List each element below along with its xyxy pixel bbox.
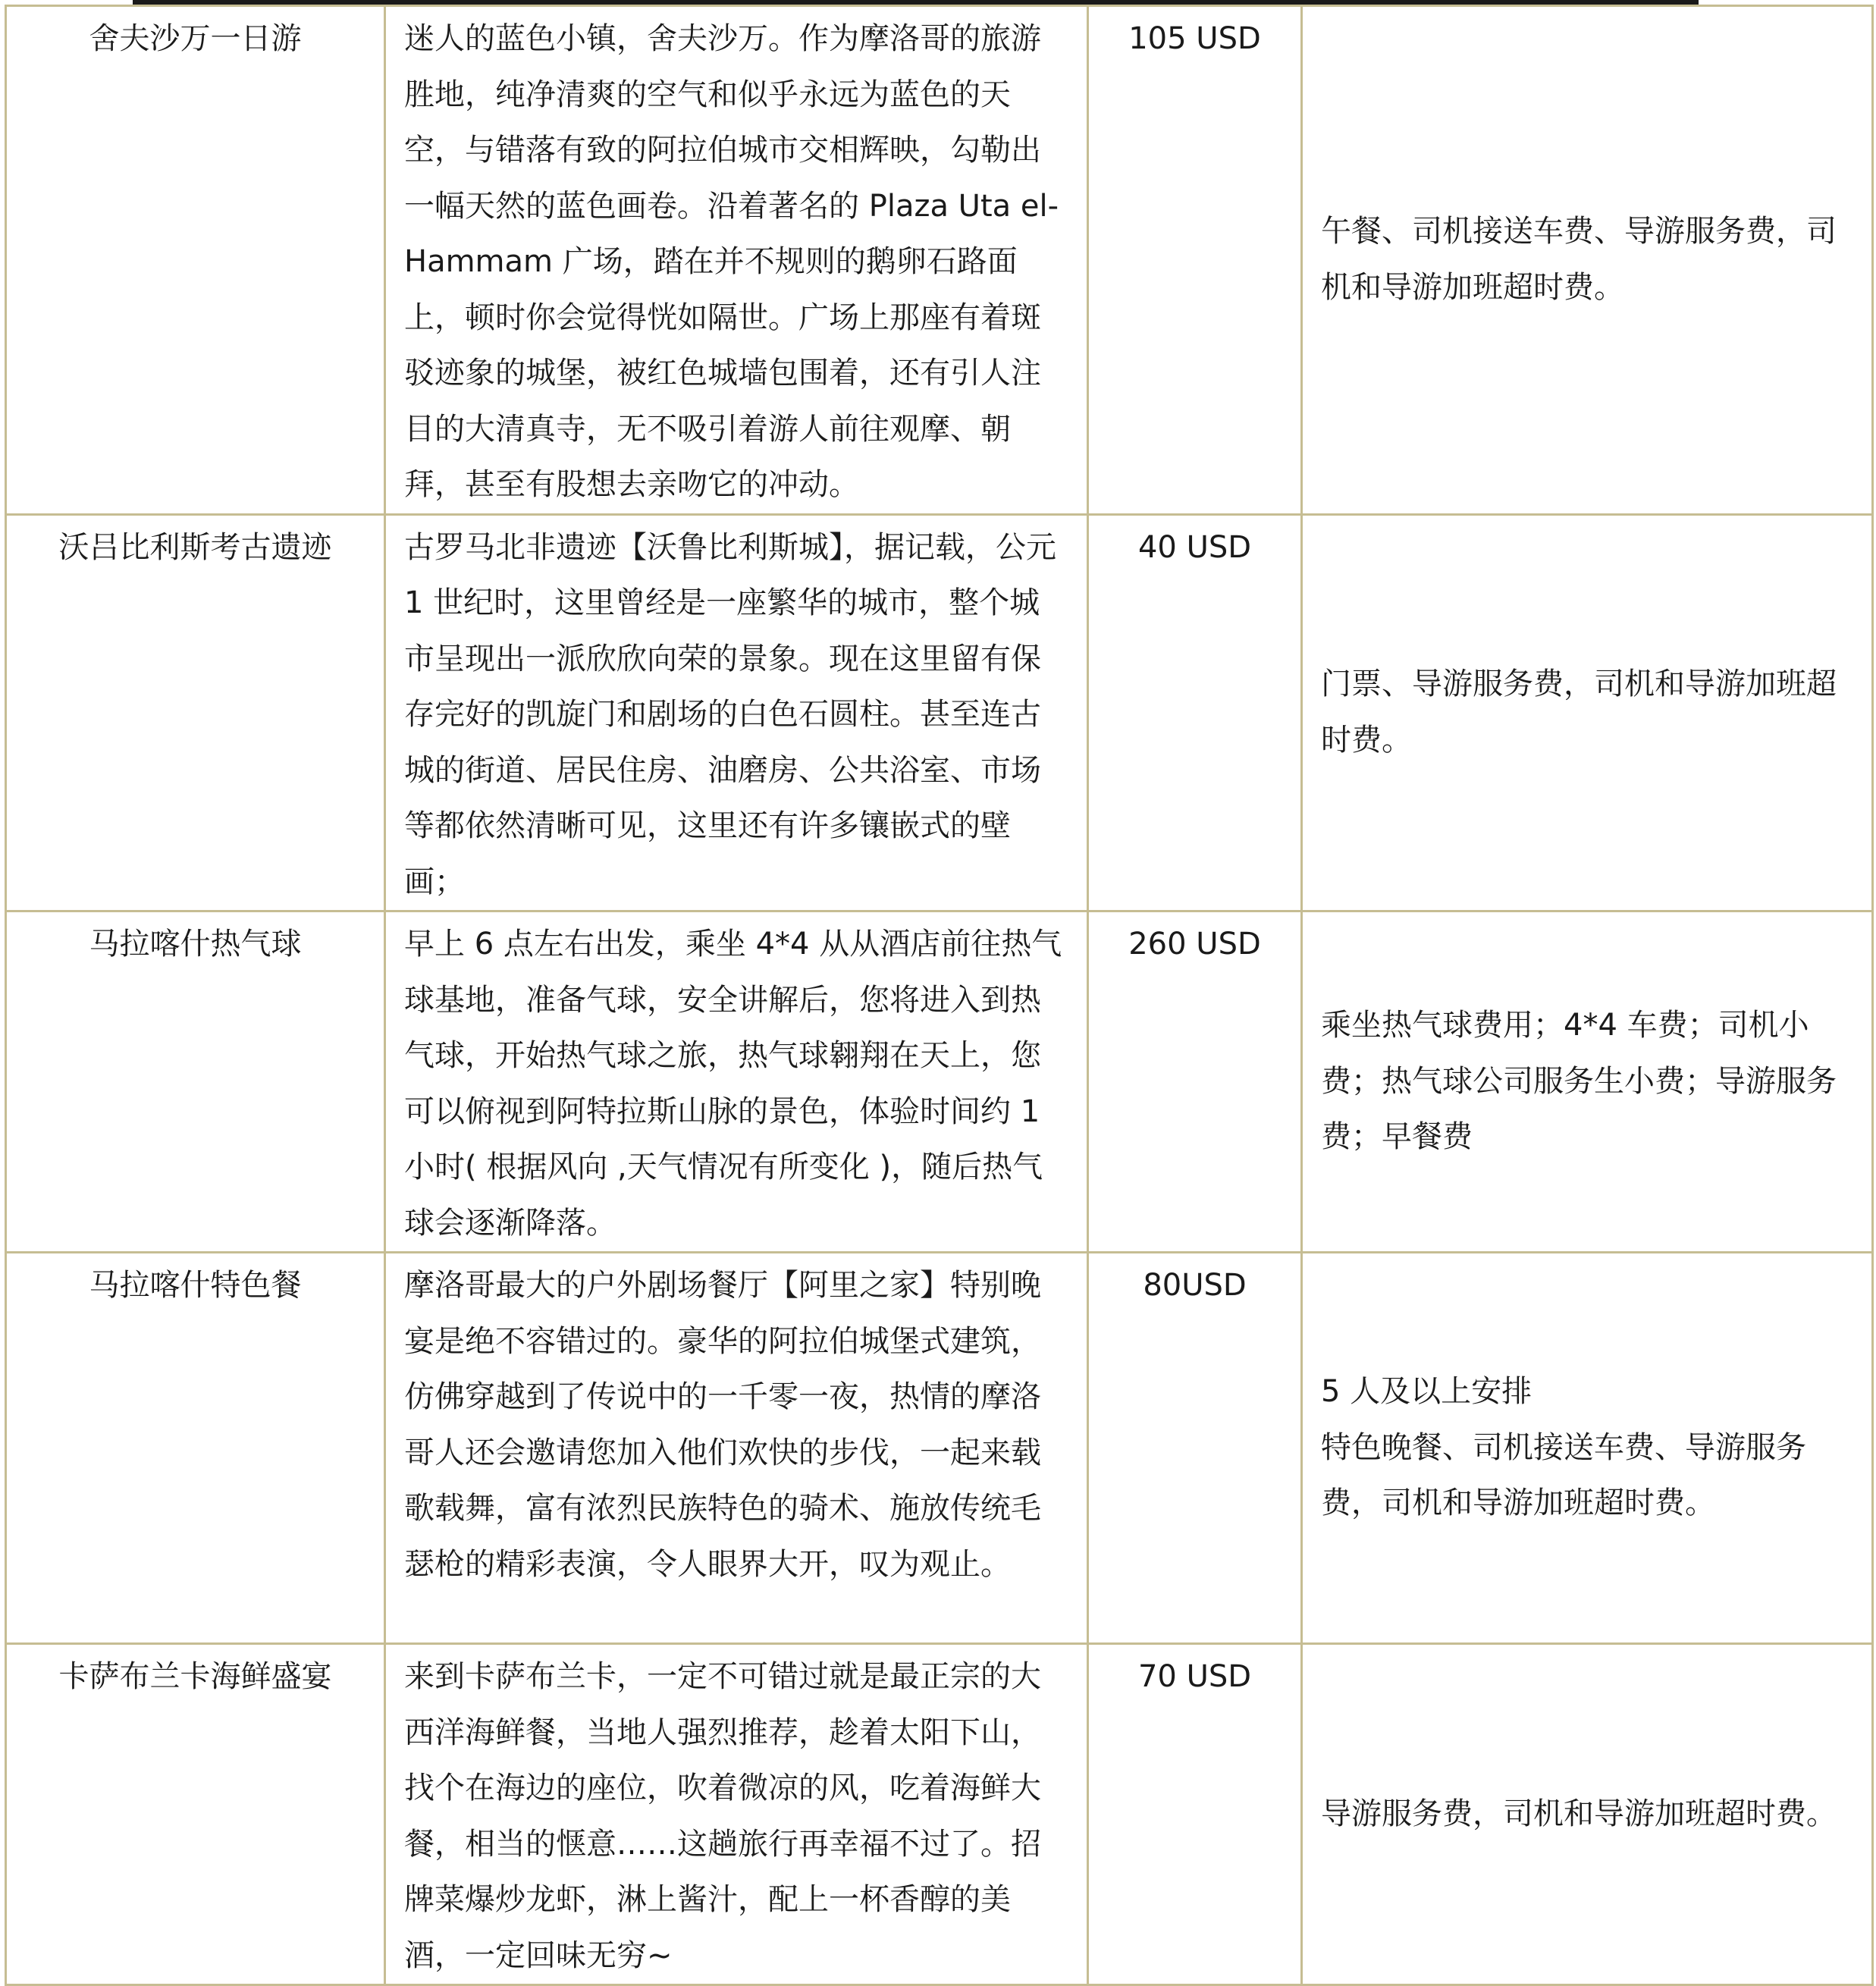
excursion-name: 沃吕比利斯考古遗迹 bbox=[6, 514, 385, 911]
excursion-name: 马拉喀什特色餐 bbox=[6, 1253, 385, 1644]
includes-line: 乘坐热气球费用；4*4 车费；司机小费；热气球公司服务生小费；导游服务费；早餐费 bbox=[1321, 1008, 1837, 1155]
excursion-name: 舍夫沙万一日游 bbox=[6, 6, 385, 515]
table-row bbox=[6, 514, 1873, 911]
excursion-price: 105 USD bbox=[1088, 6, 1302, 515]
excursion-includes bbox=[1302, 1253, 1873, 1644]
includes-line: 门票、导游服务费，司机和导游加班超时费。 bbox=[1321, 667, 1837, 758]
includes-line: 5 人及以上安排 bbox=[1321, 1374, 1532, 1410]
excursion-includes bbox=[1302, 6, 1873, 515]
table-row bbox=[6, 1644, 1873, 1985]
excursion-description: 迷人的蓝色小镇，舍夫沙万。作为摩洛哥的旅游胜地，纯净清爽的空气和似乎永远为蓝色的天空，与错落有致的阿拉伯城市交相辉映，勾勒出一幅天然的蓝色画卷。沿着著名的 Plaza Uta el-Hammam 广场，踏在并不规则的鹅卵石路面上，顿时你会觉得恍如隔世。广场上那座有着斑驳迹象的城堡，被红色城墙包围着，还有引人注目的大清真寺，无不吸引着游人前往观摩、朝拜，甚至有股想去亲吻它的冲动。 bbox=[385, 6, 1088, 515]
excursion-description: 摩洛哥最大的户外剧场餐厅【阿里之家】特别晚宴是绝不容错过的。豪华的阿拉伯城堡式建筑，仿佛穿越到了传说中的一千零一夜，热情的摩洛哥人还会邀请您加入他们欢快的步伐，一起来载歌载舞，富有浓烈民族特色的骑术、施放传统毛瑟枪的精彩表演，令人眼界大开，叹为观止。 bbox=[385, 1253, 1088, 1644]
table-row bbox=[6, 1253, 1873, 1644]
excursion-name: 马拉喀什热气球 bbox=[6, 911, 385, 1253]
includes-line: 特色晚餐、司机接送车费、导游服务费，司机和导游加班超时费。 bbox=[1321, 1429, 1806, 1521]
excursion-price: 260 USD bbox=[1088, 911, 1302, 1253]
optional-excursions-table bbox=[5, 5, 1874, 1986]
table-row bbox=[6, 911, 1873, 1253]
includes-line: 午餐、司机接送车费、导游服务费，司机和导游加班超时费。 bbox=[1321, 214, 1837, 305]
excursion-includes bbox=[1302, 911, 1873, 1253]
excursion-description: 早上 6 点左右出发，乘坐 4*4 从从酒店前往热气球基地，准备气球，安全讲解后，您将进入到热气球，开始热气球之旅，热气球翱翔在天上，您可以俯视到阿特拉斯山脉的景色，体验时间约 1 小时( 根据风向 ,天气情况有所变化 )，随后热气球会逐渐降落。 bbox=[385, 911, 1088, 1253]
table-row bbox=[6, 6, 1873, 515]
excursion-price: 70 USD bbox=[1088, 1644, 1302, 1985]
excursion-price: 40 USD bbox=[1088, 514, 1302, 911]
includes-line: 导游服务费，司机和导游加班超时费。 bbox=[1321, 1796, 1837, 1831]
excursion-name: 卡萨布兰卡海鲜盛宴 bbox=[6, 1644, 385, 1985]
excursion-includes bbox=[1302, 1644, 1873, 1985]
excursion-description: 古罗马北非遗迹【沃鲁比利斯城】，据记载，公元 1 世纪时，这里曾经是一座繁华的城市，整个城市呈现出一派欣欣向荣的景象。现在这里留有保存完好的凯旋门和剧场的白色石圆柱。甚至连古城的街道、居民住房、油磨房、公共浴室、市场等都依然清晰可见，这里还有许多镶嵌式的壁画； bbox=[385, 514, 1088, 911]
excursion-description: 来到卡萨布兰卡，一定不可错过就是最正宗的大西洋海鲜餐，当地人强烈推荐，趁着太阳下山，找个在海边的座位，吹着微凉的风，吃着海鲜大餐，相当的惬意……这趟旅行再幸福不过了。招牌菜爆炒龙虾，淋上酱汁，配上一杯香醇的美酒，一定回味无穷~ bbox=[385, 1644, 1088, 1985]
excursion-includes bbox=[1302, 514, 1873, 911]
excursion-price: 80USD bbox=[1088, 1253, 1302, 1644]
